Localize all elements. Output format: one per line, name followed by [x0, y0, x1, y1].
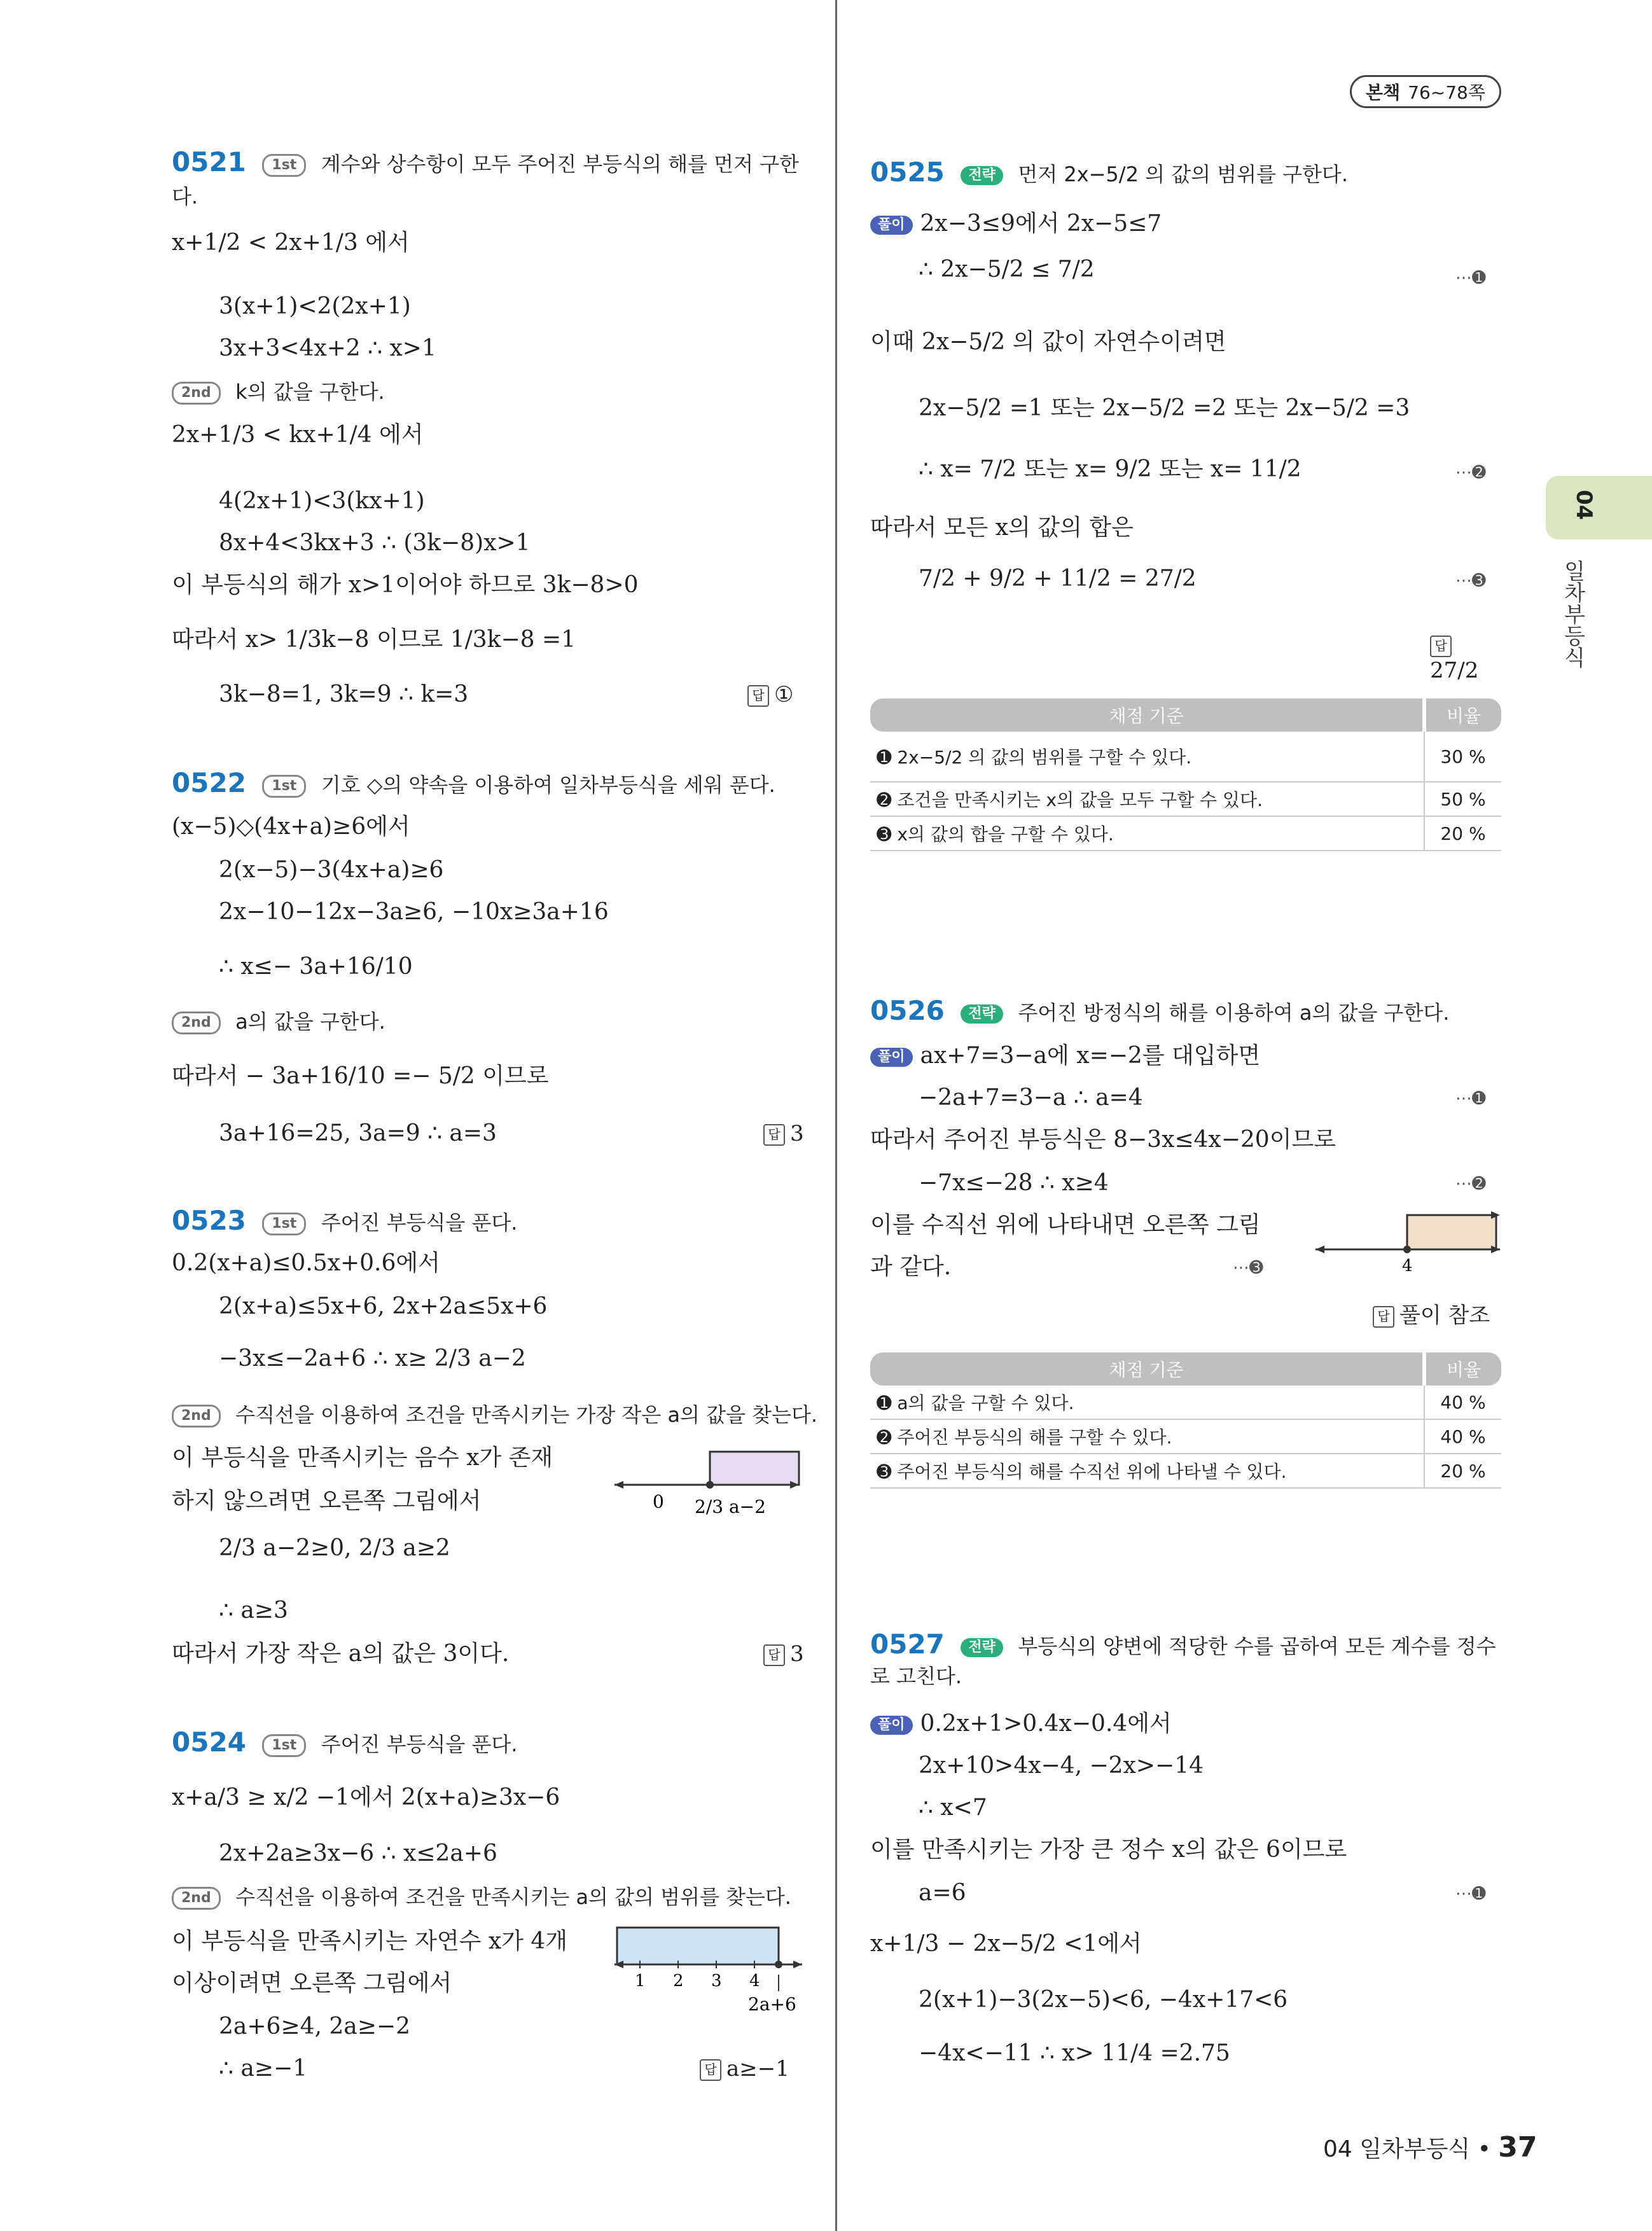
footer-separator: • — [1477, 2136, 1491, 2162]
criteria-cell: ➌ 주어진 부등식의 해를 수직선 위에 나타낼 수 있다. — [870, 1454, 1424, 1488]
solution-line: 2/3 a−2≥0, 2/3 a≥2 — [219, 1535, 450, 1561]
answer — [700, 2056, 789, 2082]
ratio-cell: 50 % — [1424, 782, 1501, 816]
problem-0524-header — [172, 1728, 517, 1757]
solution-badge: 풀이 — [870, 1716, 913, 1735]
solution-line: (x−5)◇(4x+a)≥6에서 — [172, 814, 410, 840]
hint-text: 먼저 2x−5/2 의 값의 범위를 구한다. — [1018, 162, 1349, 186]
hint-text: a의 값을 구한다. — [235, 1010, 385, 1034]
solution-line: 2x+2a≥3x−6 ∴ x≤2a+6 — [219, 1840, 497, 1866]
hint-text: 주어진 부등식을 푼다. — [321, 1732, 518, 1756]
problem-0521-header — [172, 148, 799, 177]
step-badge-2nd: 2nd — [172, 1011, 221, 1034]
answer — [1373, 1298, 1490, 1329]
step-badge-2nd: 2nd — [172, 1887, 221, 1910]
solution-line — [870, 1711, 1172, 1737]
hint-text: 계수와 상수항이 모두 주어진 부등식의 해를 먼저 구한 — [321, 152, 800, 176]
solution-line: 이상이려면 오른쪽 그림에서 — [172, 1970, 452, 1996]
strategy-badge: 전략 — [961, 1638, 1003, 1657]
solution-line: 이 부등식의 해가 x>1이어야 하므로 3k−8>0 — [172, 572, 639, 598]
answer-value: 3 — [790, 1121, 804, 1146]
solution-line: 따라서 주어진 부등식은 8−3x≤4x−20이므로 — [870, 1127, 1336, 1153]
solution-line: 2x+1/3 < kx+1/4 에서 — [172, 422, 424, 448]
step-marker-3: ⋯➌ — [1455, 571, 1486, 590]
strategy-badge: 전략 — [961, 166, 1003, 185]
chapter-tab — [1546, 476, 1652, 539]
solution-line: ∴ x≤− 3a+16/10 — [219, 954, 413, 980]
step-badge-2nd: 2nd — [172, 382, 221, 405]
hint-text: 부등식의 양변에 적당한 수를 곱하여 모든 계수를 정수 — [1018, 1634, 1496, 1658]
strategy-badge: 전략 — [961, 1004, 1003, 1024]
chapter-side-title: 일차부등식 — [1560, 560, 1585, 668]
solution-line: 4(2x+1)<3(kx+1) — [219, 488, 425, 514]
problem-0521-hint2 — [172, 379, 385, 405]
footer-chapter: 04 일차부등식 — [1323, 2136, 1471, 2162]
problem-number: 0524 — [172, 1727, 246, 1758]
solution-line: 0.2(x+a)≤0.5x+0.6에서 — [172, 1250, 440, 1276]
table-header-ratio: 비율 — [1424, 1352, 1501, 1386]
answer-icon: 답 — [763, 1644, 785, 1666]
solution-line: 3(x+1)<2(2x+1) — [219, 293, 411, 319]
problem-0522-hint2 — [172, 1009, 385, 1034]
answer-icon: 답 — [763, 1124, 785, 1146]
table-row — [870, 1419, 1501, 1454]
chapter-tab-number: 04 — [1571, 490, 1597, 520]
solution-line: x+a/3 ≥ x/2 −1에서 2(x+a)≥3x−6 — [172, 1784, 560, 1811]
endpoint-dot — [706, 1481, 714, 1489]
step-marker-3: ⋯➌ — [1233, 1258, 1263, 1277]
tick-label: 3 — [711, 1971, 722, 1991]
problem-number: 0521 — [172, 146, 246, 177]
solution-badge: 풀이 — [870, 216, 913, 235]
answer — [747, 682, 793, 707]
solution-line: 7/2 + 9/2 + 11/2 = 27/2 — [919, 566, 1197, 592]
problem-number: 0523 — [172, 1205, 246, 1236]
solution-line: ∴ x<7 — [919, 1795, 987, 1821]
solution-line: x+1/2 < 2x+1/3 에서 — [172, 230, 410, 256]
solution-line: 3x+3<4x+2 ∴ x>1 — [219, 335, 436, 361]
problem-0524-hint2 — [172, 1884, 791, 1910]
solution-line: 이 부등식을 만족시키는 자연수 x가 4개 — [172, 1928, 568, 1954]
endpoint-dot — [1403, 1246, 1411, 1253]
tick-label: 2 — [673, 1971, 684, 1991]
answer-icon: 답 — [1430, 636, 1452, 657]
solution-line: 3a+16=25, 3a=9 ∴ a=3 — [219, 1120, 497, 1146]
solution-line: x+1/3 − 2x−5/2 <1에서 — [870, 1931, 1142, 1957]
step-badge-1st: 1st — [262, 1213, 306, 1235]
solution-line: ∴ a≥3 — [219, 1597, 288, 1623]
solution-line: ∴ 2x−5/2 ≤ 7/2 — [919, 256, 1095, 282]
answer — [763, 1641, 804, 1667]
table-row — [870, 1454, 1501, 1488]
ratio-cell: 20 % — [1424, 816, 1501, 851]
table-row — [870, 732, 1501, 782]
ratio-cell: 40 % — [1424, 1419, 1501, 1454]
problem-0526-header — [870, 996, 1449, 1025]
answer-value: 3 — [790, 1641, 804, 1667]
solution-line: ∴ x= 7/2 또는 x= 9/2 또는 x= 11/2 — [919, 456, 1301, 482]
solution-region — [1407, 1215, 1496, 1249]
answer-value: a≥−1 — [726, 2056, 789, 2082]
problem-number: 0527 — [870, 1629, 945, 1660]
solution-line: 2x+10>4x−4, −2x>−14 — [919, 1753, 1204, 1779]
solution-line: 2x−10−12x−3a≥6, −10x≥3a+16 — [219, 899, 609, 925]
solution-line: 2a+6≥4, 2a≥−2 — [219, 2013, 410, 2040]
label-endpoint: 2a+6 — [748, 1994, 796, 2015]
step-badge-2nd: 2nd — [172, 1405, 221, 1428]
problem-0523-hint2 — [172, 1402, 817, 1428]
problem-number: 0525 — [870, 156, 945, 188]
solution-line: 이때 2x−5/2 의 값이 자연수이려면 — [870, 329, 1226, 355]
solution-line: 2x−5/2 =1 또는 2x−5/2 =2 또는 2x−5/2 =3 — [919, 395, 1410, 421]
hint-text: 수직선을 이용하여 조건을 만족시키는 a의 값의 범위를 찾는다. — [235, 1885, 791, 1909]
solution-region — [617, 1928, 779, 1964]
solution-line: −3x≤−2a+6 ∴ x≥ 2/3 a−2 — [219, 1345, 526, 1372]
endpoint-dot — [775, 1961, 782, 1968]
reference-pages: 76~78쪽 — [1408, 82, 1485, 103]
criteria-cell: ➋ 조건을 만족시키는 x의 값을 모두 구할 수 있다. — [870, 782, 1424, 816]
hint-text: k의 값을 구한다. — [235, 380, 385, 404]
tick-label: 4 — [749, 1971, 760, 1991]
grading-table-0525 — [870, 698, 1501, 851]
solution-line — [870, 1043, 1260, 1069]
table-header-criteria: 채점 기준 — [870, 698, 1424, 732]
table-row — [870, 782, 1501, 816]
problem-number: 0526 — [870, 995, 945, 1026]
ratio-cell: 30 % — [1424, 732, 1501, 782]
reference-label: 본책 — [1366, 82, 1401, 103]
answer — [1430, 632, 1500, 683]
solution-line: 따라서 x> 1/3k−8 이므로 1/3k−8 =1 — [172, 627, 576, 653]
answer — [763, 1121, 804, 1146]
label-endpoint: 4 — [1402, 1256, 1413, 1275]
answer-icon: 답 — [747, 685, 769, 707]
step-marker-2: ⋯➋ — [1455, 1174, 1486, 1193]
criteria-cell: ➊ 2x−5/2 의 값의 범위를 구할 수 있다. — [870, 732, 1424, 782]
criteria-cell: ➊ a의 값을 구할 수 있다. — [870, 1386, 1424, 1419]
solution-line: 따라서 가장 작은 a의 값은 3이다. — [172, 1641, 510, 1667]
page-footer — [1323, 2131, 1537, 2164]
table-row — [870, 816, 1501, 851]
solution-text: ax+7=3−a에 x=−2를 대입하면 — [920, 1043, 1261, 1069]
answer-icon: 답 — [700, 2059, 721, 2081]
label-zero: 0 — [653, 1491, 664, 1512]
hint-text: 수직선을 이용하여 조건을 만족시키는 가장 작은 a의 값을 찾는다. — [235, 1403, 818, 1427]
criteria-cell: ➋ 주어진 부등식의 해를 구할 수 있다. — [870, 1419, 1424, 1454]
solution-line: 2(x+1)−3(2x−5)<6, −4x+17<6 — [919, 1987, 1288, 2013]
problem-0522-header — [172, 768, 775, 798]
solution-line: 2(x+a)≤5x+6, 2x+2a≤5x+6 — [219, 1293, 548, 1319]
solution-line — [870, 211, 1162, 237]
solution-line: a=6 — [919, 1880, 966, 1906]
axis-arrow-right — [793, 1961, 802, 1968]
solution-line: −2a+7=3−a ∴ a=4 — [919, 1085, 1143, 1111]
solution-line: 3k−8=1, 3k=9 ∴ k=3 — [219, 681, 469, 707]
problem-0525-header — [870, 158, 1348, 187]
solution-text: 2x−3≤9에서 2x−5≤7 — [920, 211, 1162, 237]
hint-text: 기호 ◇의 약속을 이용하여 일차부등식을 세워 푼다. — [321, 773, 775, 797]
step-marker-1: ⋯➊ — [1455, 1884, 1486, 1903]
problem-number: 0522 — [172, 767, 246, 798]
solution-line: −4x<−11 ∴ x> 11/4 =2.75 — [919, 2040, 1230, 2066]
step-badge-1st: 1st — [262, 1734, 306, 1757]
hint-text-cont: 다. — [172, 184, 198, 209]
ratio-cell: 40 % — [1424, 1386, 1501, 1419]
solution-line: 따라서 모든 x의 값의 합은 — [870, 515, 1134, 541]
tick-label: 1 — [635, 1971, 646, 1991]
solution-line: 2(x−5)−3(4x+a)≥6 — [219, 857, 444, 883]
hint-text: 주어진 방정식의 해를 이용하여 a의 값을 구한다. — [1018, 1001, 1450, 1025]
table-header-ratio: 비율 — [1424, 698, 1501, 732]
ratio-cell: 20 % — [1424, 1454, 1501, 1488]
page-divider — [835, 0, 837, 2231]
step-marker-1: ⋯➊ — [1455, 1089, 1486, 1108]
step-marker-1: ⋯➊ — [1455, 268, 1486, 288]
table-row — [870, 1386, 1501, 1419]
solution-line: −7x≤−28 ∴ x≥4 — [919, 1170, 1109, 1196]
solution-line: 이 부등식을 만족시키는 음수 x가 존재 — [172, 1445, 553, 1471]
step-badge-1st: 1st — [262, 154, 306, 177]
solution-region — [710, 1452, 799, 1485]
problem-0523-header — [172, 1206, 517, 1235]
grading-table-0526 — [870, 1352, 1501, 1489]
solution-line: 이를 만족시키는 가장 큰 정수 x의 값은 6이므로 — [870, 1837, 1347, 1863]
solution-line: 따라서 − 3a+16/10 =− 5/2 이므로 — [172, 1063, 549, 1089]
solution-line: 하지 않으려면 오른쪽 그림에서 — [172, 1488, 482, 1514]
problem-0527-header — [870, 1630, 1496, 1659]
solution-text: 0.2x+1>0.4x−0.4에서 — [920, 1711, 1172, 1737]
criteria-cell: ➌ x의 값의 합을 구할 수 있다. — [870, 816, 1424, 851]
reference-pages-badge — [1350, 75, 1501, 108]
solution-badge: 풀이 — [870, 1048, 913, 1067]
answer-value: ① — [774, 682, 794, 707]
number-line-0526 — [1315, 1206, 1506, 1276]
solution-line: ∴ a≥−1 — [219, 2055, 308, 2082]
axis-arrow-left — [614, 1481, 623, 1489]
answer-value: 풀이 참조 — [1399, 1303, 1490, 1328]
step-marker-2: ⋯➋ — [1455, 463, 1486, 482]
solution-line: 8x+4<3kx+3 ∴ (3k−8)x>1 — [219, 530, 531, 556]
step-badge-1st: 1st — [262, 775, 306, 798]
axis-arrow-left — [1315, 1246, 1324, 1253]
solution-line: 과 같다. — [870, 1254, 952, 1280]
answer-value: 27/2 — [1430, 658, 1479, 683]
hint-text-cont: 로 고친다. — [870, 1664, 962, 1688]
solution-line: 이를 수직선 위에 나타내면 오른쪽 그림 — [870, 1212, 1261, 1238]
answer-icon: 답 — [1373, 1306, 1394, 1328]
table-header-criteria: 채점 기준 — [870, 1352, 1424, 1386]
hint-text: 주어진 부등식을 푼다. — [321, 1211, 518, 1235]
label-endpoint: 2/3 a−2 — [695, 1496, 766, 1517]
page-number: 37 — [1498, 2131, 1537, 2164]
